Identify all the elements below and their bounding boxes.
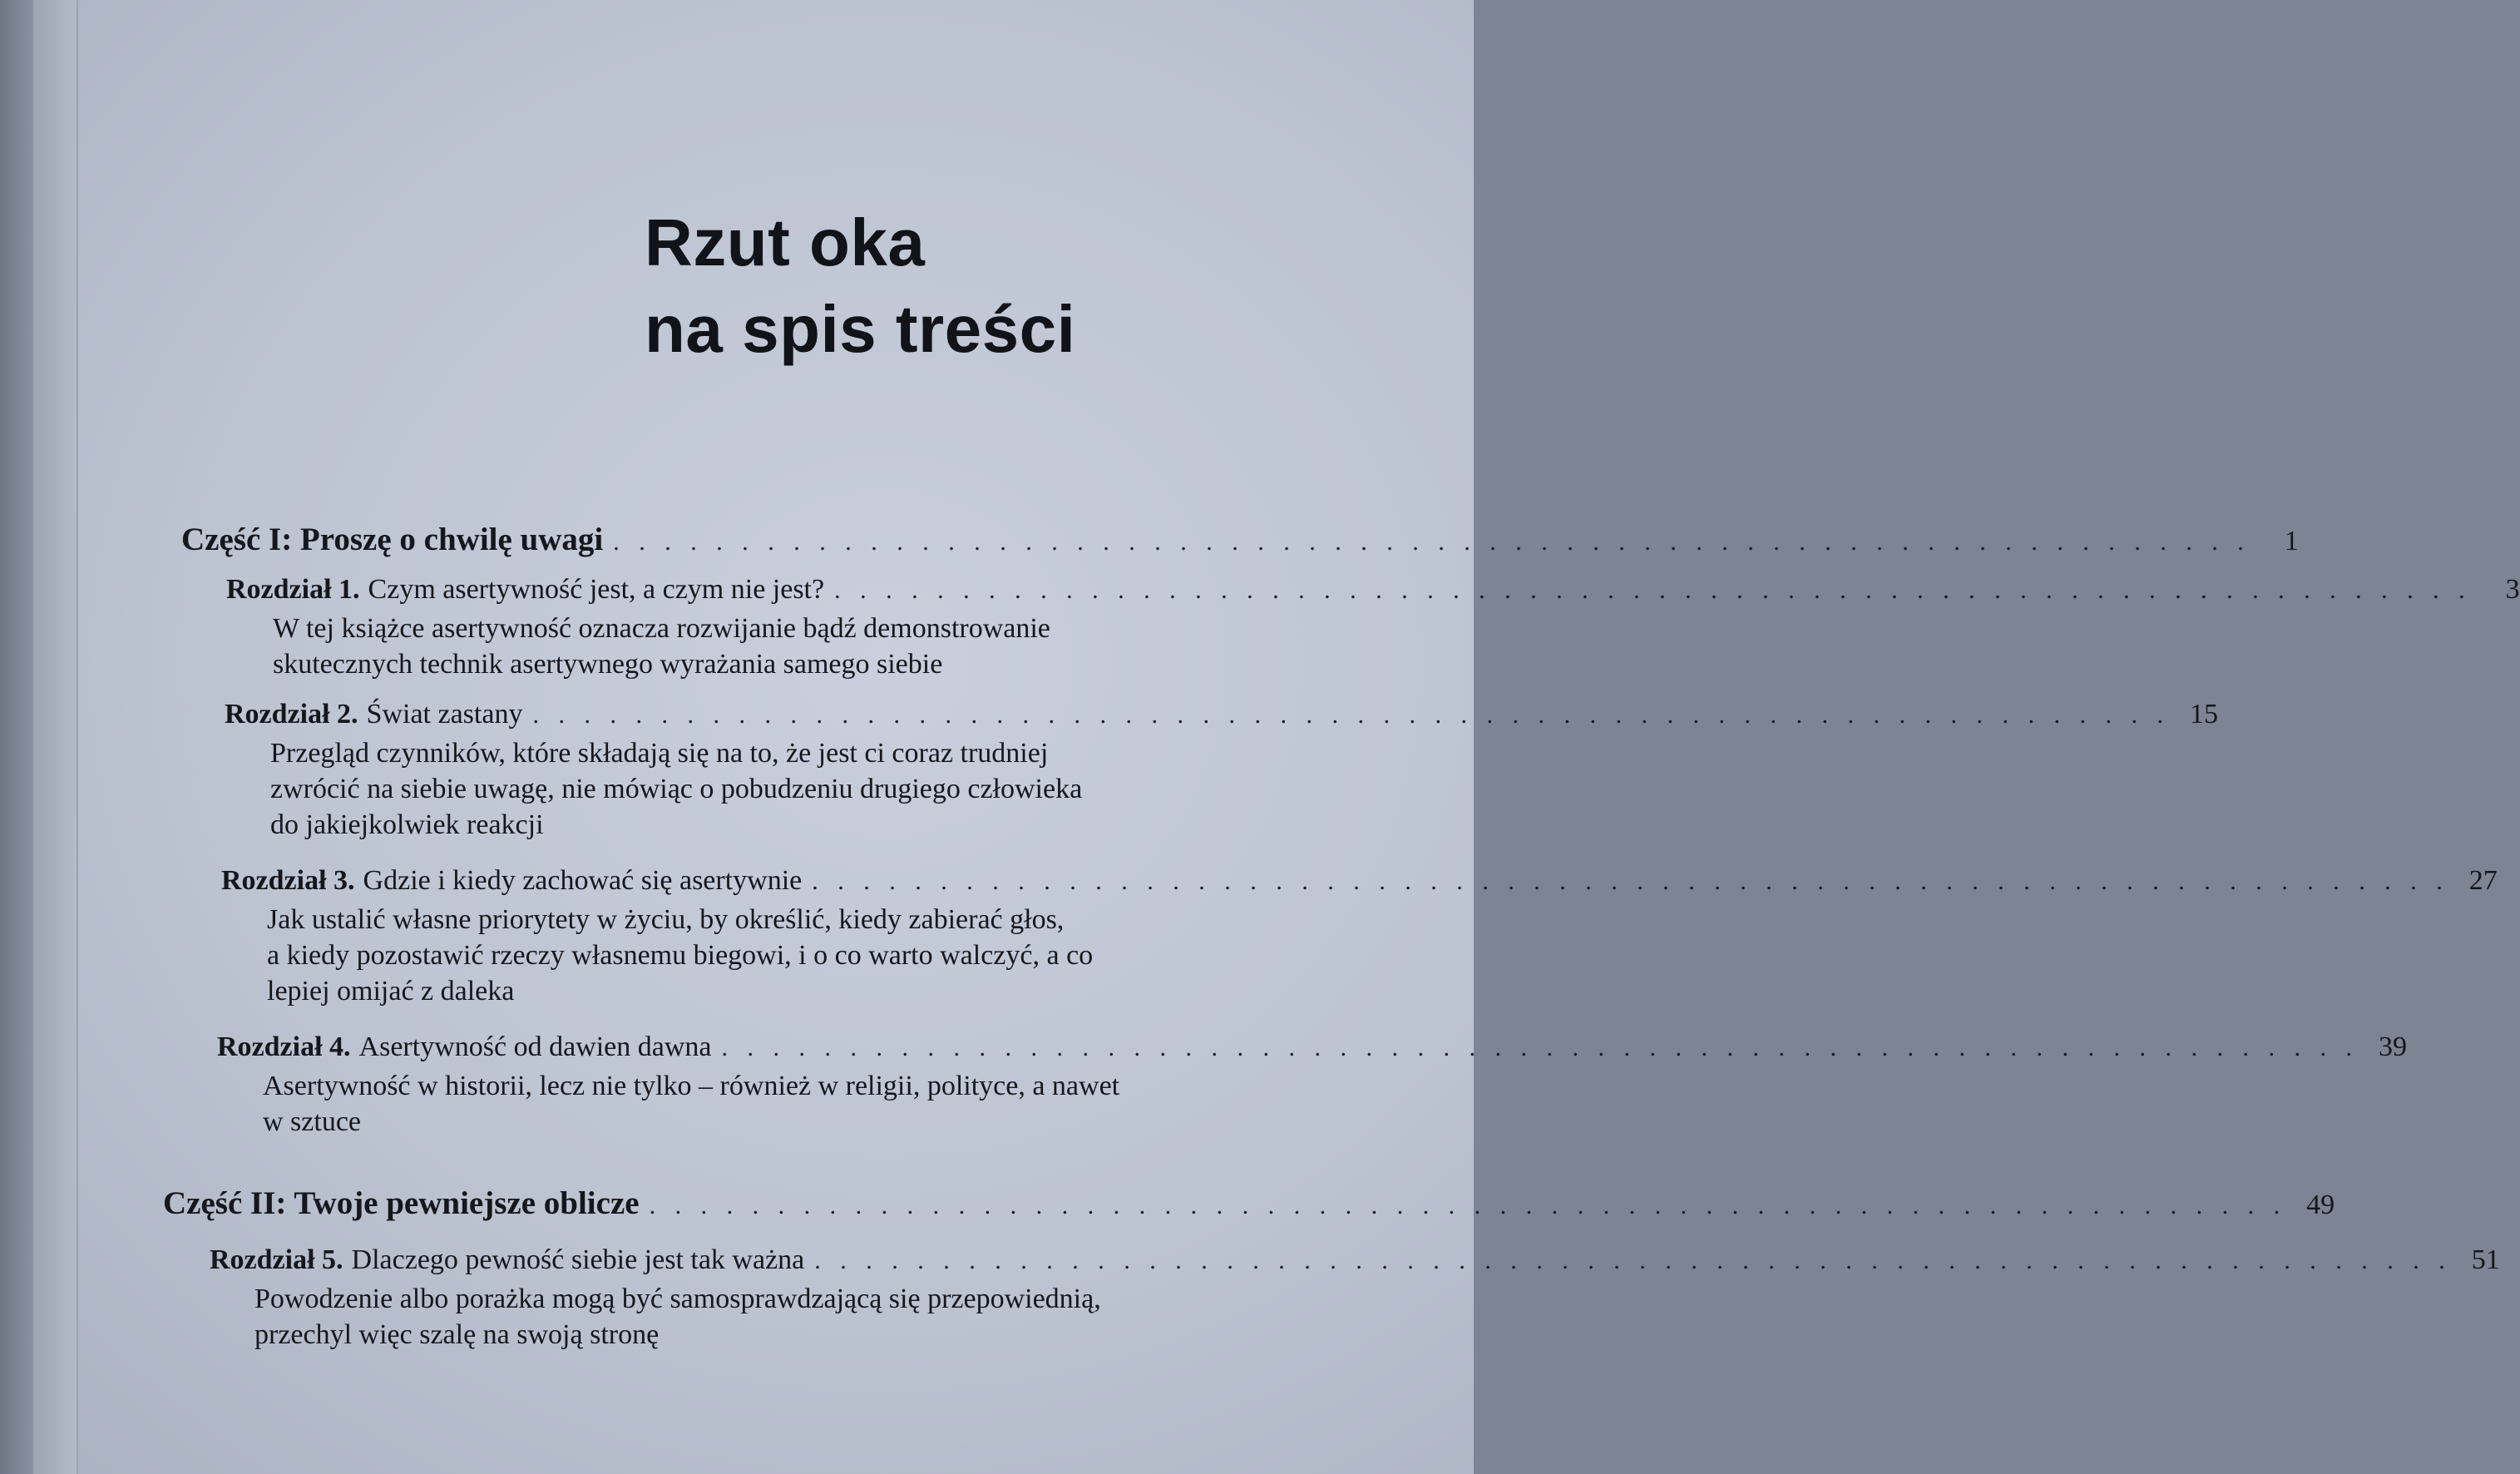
- page-title-line-1: Rzut oka: [645, 205, 926, 279]
- toc-chapter-3-title: Gdzie i kiedy zachować się asertywnie: [363, 865, 803, 896]
- toc-chapter-3-label: Rozdział 3.: [221, 865, 355, 896]
- description-line: w sztuce: [263, 1106, 362, 1137]
- description-line: W tej książce asertywność oznacza rozwijanie bądź demonstrowanie: [273, 613, 1050, 644]
- toc-part-2: [163, 1185, 2335, 1222]
- toc-leader-dots: . . . . . . . . . . . . . . . . . . . . . . . . . . . . . . . . . . . . . . . . . . . . . . . . . . . . . . . . . . . . . . . .: [649, 1192, 2287, 1219]
- toc-chapter-5: [210, 1244, 2500, 1276]
- description-line: zwrócić na siebie uwagę, nie mówiąc o pobudzeniu drugiego człowieka: [270, 774, 1083, 804]
- toc-leader-dots: . . . . . . . . . . . . . . . . . . . . . . . . . . . . . . . . . . . . . . . . . . . . . . . . . . . . . . . . . . . . . . . .: [532, 701, 2170, 729]
- toc-chapter-4-description: [263, 1068, 1119, 1140]
- toc-chapter-1-description: [273, 611, 1050, 682]
- toc-chapter-3-page: 27: [2468, 865, 2498, 896]
- toc-leader-dots: . . . . . . . . . . . . . . . . . . . . . . . . . . . . . . . . . . . . . . . . . . . . . . . . . . . . . . . . . . . . . . . .: [834, 576, 2472, 604]
- toc-leader-dots: . . . . . . . . . . . . . . . . . . . . . . . . . . . . . . . . . . . . . . . . . . . . . . . . . . . . . . . . . . . . . . . .: [721, 1034, 2359, 1061]
- toc-chapter-5-description: [254, 1281, 1101, 1353]
- description-line: Asertywność w historii, lecz nie tylko – również w religii, polityce, a nawet: [263, 1071, 1120, 1101]
- toc-chapter-2-description: [270, 735, 1082, 843]
- description-line: lepiej omijać z daleka: [267, 976, 515, 1007]
- description-line: przechyl więc szalę na swoją stronę: [254, 1319, 660, 1350]
- toc-part-1-page: 1: [2284, 526, 2299, 556]
- toc-chapter-1-label: Rozdział 1.: [226, 574, 360, 605]
- toc-chapter-5-title: Dlaczego pewność siebie jest tak ważna: [351, 1244, 805, 1275]
- page-title-line-2: na spis treści: [645, 292, 1076, 366]
- toc-chapter-4: [217, 1031, 2407, 1063]
- toc-chapter-2-title: Świat zastany: [366, 699, 523, 730]
- toc-leader-dots: . . . . . . . . . . . . . . . . . . . . . . . . . . . . . . . . . . . . . . . . . . . . . . . . . . . . . . . . . . . . . . . .: [814, 1247, 2452, 1274]
- toc-chapter-4-page: 39: [2378, 1031, 2407, 1062]
- toc-chapter-3: [221, 865, 2498, 897]
- description-line: Powodzenie albo porażka mogą być samosprawdzającą się przepowiednią,: [254, 1284, 1101, 1314]
- toc-chapter-2-label: Rozdział 2.: [225, 699, 358, 730]
- toc-part-1: [181, 521, 2299, 558]
- toc-chapter-2: [225, 699, 2218, 730]
- toc-chapter-2-page: 15: [2189, 699, 2218, 730]
- toc-chapter-1-page: 3: [2505, 574, 2520, 605]
- toc-part-2-title: Część II: Twoje pewniejsze oblicze: [163, 1185, 640, 1221]
- toc-chapter-5-label: Rozdział 5.: [210, 1244, 343, 1275]
- toc-chapter-1-title: Czym asertywność jest, a czym nie jest?: [368, 574, 825, 605]
- toc-chapter-4-title: Asertywność od dawien dawna: [358, 1031, 712, 1062]
- description-line: Przegląd czynników, które składają się na to, że jest ci coraz trudniej: [270, 738, 1049, 769]
- toc-chapter-1: [226, 574, 2520, 606]
- description-line: a kiedy pozostawić rzeczy własnemu biegowi, i o co warto walczyć, a co: [267, 940, 1094, 971]
- toc-part-2-page: 49: [2306, 1190, 2335, 1220]
- toc-chapter-5-page: 51: [2471, 1244, 2500, 1275]
- toc-chapter-3-description: [267, 902, 1093, 1009]
- toc-chapter-4-label: Rozdział 4.: [217, 1031, 351, 1062]
- description-line: Jak ustalić własne priorytety w życiu, by określić, kiedy zabierać głos,: [267, 904, 1065, 935]
- description-line: do jakiejkolwiek reakcji: [270, 809, 544, 840]
- toc-leader-dots: . . . . . . . . . . . . . . . . . . . . . . . . . . . . . . . . . . . . . . . . . . . . . . . . . . . . . . . . . . . . . . . .: [613, 528, 2251, 556]
- toc-part-1-title: Część I: Proszę o chwilę uwagi: [181, 522, 604, 557]
- toc-leader-dots: . . . . . . . . . . . . . . . . . . . . . . . . . . . . . . . . . . . . . . . . . . . . . . . . . . . . . . . . . . . . . . . .: [812, 868, 2449, 895]
- description-line: skutecznych technik asertywnego wyrażania samego siebie: [273, 649, 943, 680]
